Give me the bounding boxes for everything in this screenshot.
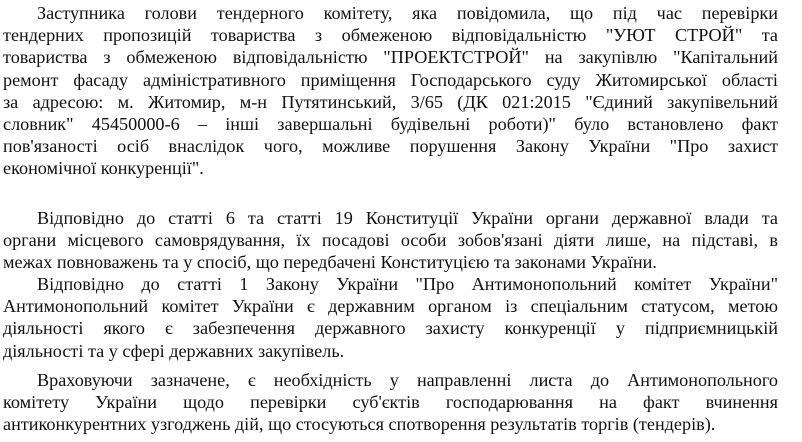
text-line: Антимонопольний комітет України є державним органом із спеціальним статусом, метою (3, 296, 778, 317)
text-line: за адресою: м. Житомир, м-н Путятинський, 3/65 (ДК 021:2015 "Єдиний закупівельний (3, 91, 778, 112)
text-line: Враховуючи зазначене, є необхідність у направленні листа до Антимонопольного (37, 370, 778, 390)
text-line: діяльності та у сфері державних закупівель. (3, 340, 345, 361)
paragraph-antimonopoly-committee-law (3, 273, 778, 362)
text-line: Заступника голови тендерного комітету, яка повідомила, що під час перевірки (37, 3, 778, 23)
paragraph-constitution-articles (3, 207, 778, 274)
text-line: пов'язаності осіб внаслідок чого, можливе порушення Закону України "Про захист (3, 136, 778, 157)
text-line: ремонт фасаду адміністративного приміщення Господарського суду Житомирської області (3, 69, 778, 90)
text-line: межах повноважень та у спосіб, що передбачені Конституцією та законами України. (3, 252, 657, 273)
paragraph-tender-committee-report (3, 2, 778, 180)
text-line: комітету України щодо перевірки суб'єктів господарювання на факт вчинення (3, 392, 778, 413)
text-line: органи місцевого самоврядування, їх посадові особи зобов'язані діяти лише, на підставі, в (3, 230, 778, 251)
text-line: тендерних пропозицій товариства з обмеженою відповідальністю "УЮТ СТРОЙ" та (3, 25, 778, 46)
text-line: Відповідно до статті 1 Закону України "Про Антимонопольний комітет України" (37, 274, 778, 294)
text-line: словник" 45450000-6 – інші завершальні будівельні роботи)" було встановлено факт (3, 113, 778, 134)
paragraph-conclusion (3, 369, 778, 436)
text-line: антиконкурентних узгоджень дій, що стосуються спотворення результатів торгів (тендерів). (3, 414, 716, 435)
text-line: Відповідно до статті 6 та статті 19 Конституції України органи державної влади та (37, 208, 778, 228)
text-line: товариства з обмеженою відповідальністю "ПРОЕКТСТРОЙ" на закупівлю "Капітальний (3, 47, 778, 68)
text-line: діяльності якого є забезпечення державного захисту конкуренції у підприємницькій (3, 318, 778, 339)
text-line: економічної конкуренції". (3, 158, 204, 179)
